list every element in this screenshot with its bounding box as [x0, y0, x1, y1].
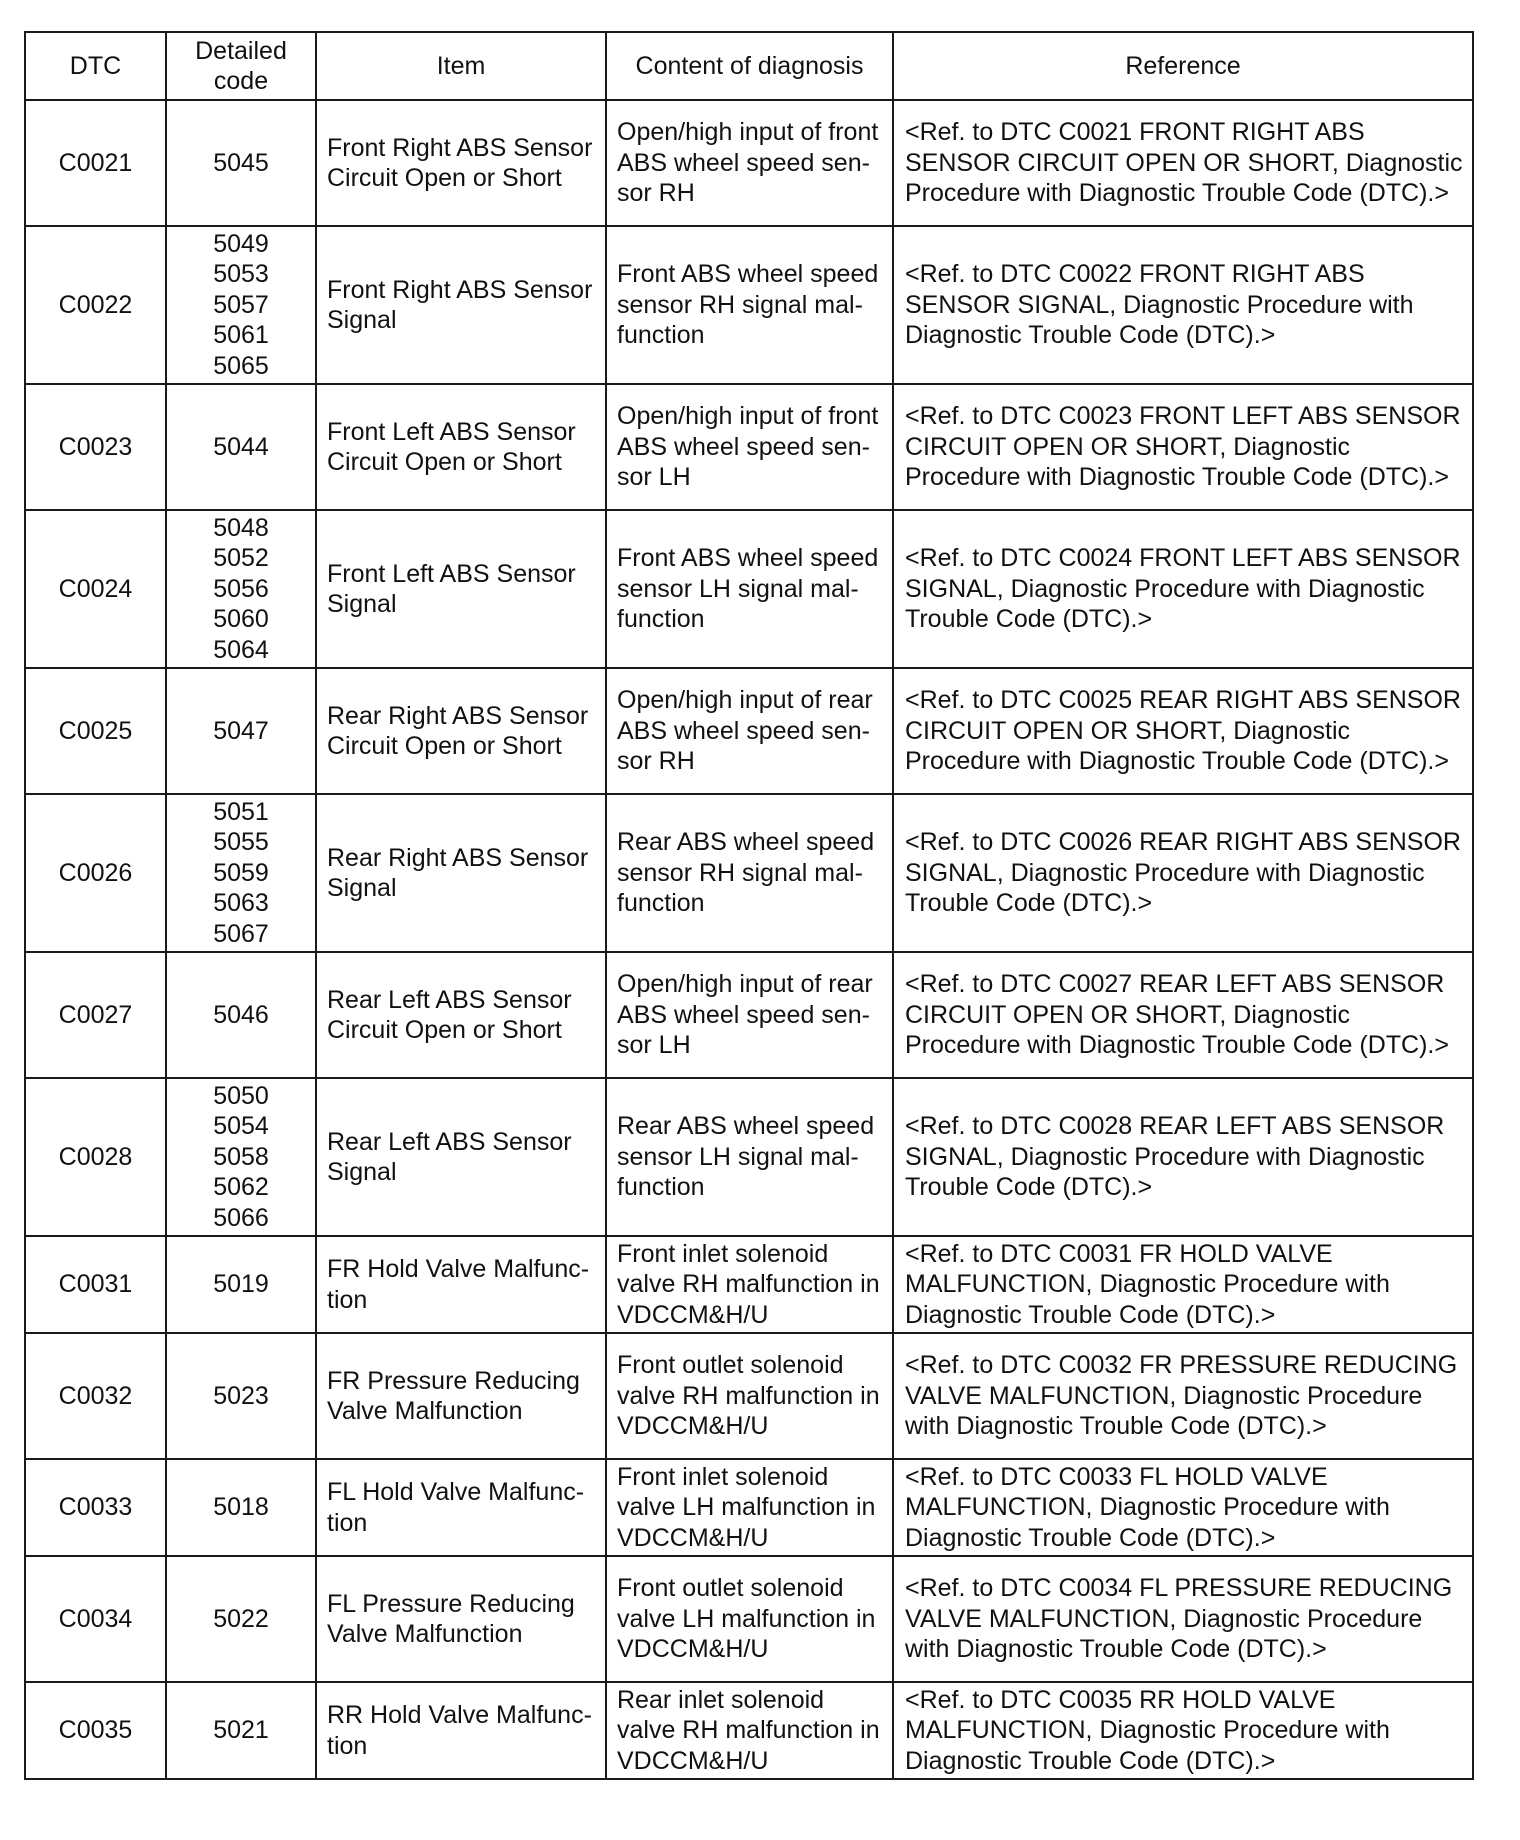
dtc-cell: C0028 [25, 1078, 166, 1236]
table-row [25, 794, 1473, 952]
reference-cell: <Ref. to DTC C0034 FL PRESSURE REDUCING VALVE MALFUNCTION, Diagnostic Procedure with Diagnostic Trouble Code (DTC).> [893, 1556, 1473, 1682]
detailed-code: 5023 [213, 1381, 269, 1410]
content-cell: Front outlet solenoid valve LH malfunction in VDCCM&H/U [606, 1556, 893, 1682]
detailed-code: 5067 [213, 919, 269, 948]
content-cell: Rear ABS wheel speed sensor RH signal mal-function [606, 794, 893, 952]
header-row [25, 32, 1473, 100]
table-row [25, 1078, 1473, 1236]
item-cell: FL Hold Valve Malfunc-tion [316, 1459, 606, 1556]
content-cell: Front ABS wheel speed sensor LH signal mal-function [606, 510, 893, 668]
detailed-code: 5059 [213, 858, 269, 887]
header-detailed-code: Detailed code [166, 32, 316, 100]
detailed-code: 5062 [213, 1173, 269, 1202]
table-row [25, 1236, 1473, 1333]
reference-cell: <Ref. to DTC C0026 REAR RIGHT ABS SENSOR SIGNAL, Diagnostic Procedure with Diagnostic Trouble Code (DTC).> [893, 794, 1473, 952]
detailed-code: 5060 [213, 605, 269, 634]
content-cell: Front outlet solenoid valve RH malfunction in VDCCM&H/U [606, 1333, 893, 1459]
detailed-code: 5057 [213, 290, 269, 319]
reference-cell: <Ref. to DTC C0035 RR HOLD VALVE MALFUNCTION, Diagnostic Procedure with Diagnostic Trouble Code (DTC).> [893, 1682, 1473, 1779]
detailed-code-cell [166, 384, 316, 510]
detailed-code: 5021 [213, 1716, 269, 1745]
item-cell: Front Left ABS Sensor Signal [316, 510, 606, 668]
item-cell: Rear Left ABS Sensor Signal [316, 1078, 606, 1236]
dtc-cell: C0021 [25, 100, 166, 226]
content-cell: Front ABS wheel speed sensor RH signal mal-function [606, 226, 893, 384]
detailed-code: 5044 [213, 432, 269, 461]
detailed-code: 5049 [213, 229, 269, 258]
dtc-cell: C0032 [25, 1333, 166, 1459]
table-row [25, 226, 1473, 384]
item-cell: Rear Right ABS Sensor Signal [316, 794, 606, 952]
content-cell: Open/high input of rear ABS wheel speed sen-sor RH [606, 668, 893, 794]
detailed-code: 5066 [213, 1203, 269, 1232]
detailed-code-cell [166, 510, 316, 668]
table-row [25, 668, 1473, 794]
detailed-code-cell [166, 1333, 316, 1459]
header-reference: Reference [893, 32, 1473, 100]
detailed-code-cell [166, 1236, 316, 1333]
item-cell: Front Right ABS Sensor Signal [316, 226, 606, 384]
detailed-code-cell [166, 1078, 316, 1236]
table-row [25, 510, 1473, 668]
detailed-code: 5051 [213, 797, 269, 826]
detailed-code: 5022 [213, 1604, 269, 1633]
detailed-code: 5050 [213, 1081, 269, 1110]
detailed-code-cell [166, 1556, 316, 1682]
reference-cell: <Ref. to DTC C0024 FRONT LEFT ABS SENSOR SIGNAL, Diagnostic Procedure with Diagnostic Trouble Code (DTC).> [893, 510, 1473, 668]
detailed-code: 5061 [213, 321, 269, 350]
detailed-code: 5046 [213, 1000, 269, 1029]
detailed-code-cell [166, 226, 316, 384]
dtc-cell: C0035 [25, 1682, 166, 1779]
detailed-code: 5064 [213, 635, 269, 664]
dtc-cell: C0031 [25, 1236, 166, 1333]
header-item: Item [316, 32, 606, 100]
header-content: Content of diagnosis [606, 32, 893, 100]
table-row [25, 100, 1473, 226]
detailed-code: 5055 [213, 828, 269, 857]
dtc-cell: C0034 [25, 1556, 166, 1682]
dtc-cell: C0027 [25, 952, 166, 1078]
detailed-code: 5058 [213, 1142, 269, 1171]
detailed-code-cell [166, 794, 316, 952]
table-row [25, 384, 1473, 510]
detailed-code: 5056 [213, 574, 269, 603]
detailed-code: 5053 [213, 260, 269, 289]
dtc-cell: C0024 [25, 510, 166, 668]
table-row [25, 1459, 1473, 1556]
detailed-code: 5047 [213, 716, 269, 745]
dtc-cell: C0022 [25, 226, 166, 384]
detailed-code-cell [166, 668, 316, 794]
dtc-cell: C0025 [25, 668, 166, 794]
detailed-code-cell [166, 100, 316, 226]
table-row [25, 1333, 1473, 1459]
content-cell: Open/high input of front ABS wheel speed sen-sor LH [606, 384, 893, 510]
reference-cell: <Ref. to DTC C0033 FL HOLD VALVE MALFUNCTION, Diagnostic Procedure with Diagnostic Trouble Code (DTC).> [893, 1459, 1473, 1556]
dtc-cell: C0033 [25, 1459, 166, 1556]
reference-cell: <Ref. to DTC C0022 FRONT RIGHT ABS SENSOR SIGNAL, Diagnostic Procedure with Diagnostic Trouble Code (DTC).> [893, 226, 1473, 384]
detailed-code: 5054 [213, 1112, 269, 1141]
content-cell: Rear ABS wheel speed sensor LH signal mal-function [606, 1078, 893, 1236]
item-cell: Front Right ABS Sensor Circuit Open or Short [316, 100, 606, 226]
reference-cell: <Ref. to DTC C0025 REAR RIGHT ABS SENSOR CIRCUIT OPEN OR SHORT, Diagnostic Procedure with Diagnostic Trouble Code (DTC).> [893, 668, 1473, 794]
item-cell: Rear Left ABS Sensor Circuit Open or Short [316, 952, 606, 1078]
detailed-code-cell [166, 1459, 316, 1556]
reference-cell: <Ref. to DTC C0023 FRONT LEFT ABS SENSOR CIRCUIT OPEN OR SHORT, Diagnostic Procedure with Diagnostic Trouble Code (DTC).> [893, 384, 1473, 510]
item-cell: Front Left ABS Sensor Circuit Open or Short [316, 384, 606, 510]
item-cell: Rear Right ABS Sensor Circuit Open or Short [316, 668, 606, 794]
reference-cell: <Ref. to DTC C0032 FR PRESSURE REDUCING VALVE MALFUNCTION, Diagnostic Procedure with Diagnostic Trouble Code (DTC).> [893, 1333, 1473, 1459]
table-row [25, 1556, 1473, 1682]
reference-cell: <Ref. to DTC C0021 FRONT RIGHT ABS SENSOR CIRCUIT OPEN OR SHORT, Diagnostic Procedure with Diagnostic Trouble Code (DTC).> [893, 100, 1473, 226]
item-cell: FL Pressure Reducing Valve Malfunction [316, 1556, 606, 1682]
table-row [25, 1682, 1473, 1779]
content-cell: Open/high input of rear ABS wheel speed sen-sor LH [606, 952, 893, 1078]
item-cell: RR Hold Valve Malfunc-tion [316, 1682, 606, 1779]
detailed-code: 5045 [213, 148, 269, 177]
detailed-code: 5048 [213, 513, 269, 542]
detailed-code-cell [166, 952, 316, 1078]
detailed-code: 5065 [213, 351, 269, 380]
reference-cell: <Ref. to DTC C0027 REAR LEFT ABS SENSOR CIRCUIT OPEN OR SHORT, Diagnostic Procedure with Diagnostic Trouble Code (DTC).> [893, 952, 1473, 1078]
reference-cell: <Ref. to DTC C0028 REAR LEFT ABS SENSOR SIGNAL, Diagnostic Procedure with Diagnostic Trouble Code (DTC).> [893, 1078, 1473, 1236]
content-cell: Front inlet solenoid valve RH malfunction in VDCCM&H/U [606, 1236, 893, 1333]
dtc-cell: C0026 [25, 794, 166, 952]
detailed-code: 5052 [213, 544, 269, 573]
item-cell: FR Pressure Reducing Valve Malfunction [316, 1333, 606, 1459]
detailed-code-cell [166, 1682, 316, 1779]
dtc-table [24, 31, 1474, 1780]
content-cell: Rear inlet solenoid valve RH malfunction in VDCCM&H/U [606, 1682, 893, 1779]
detailed-code: 5018 [213, 1493, 269, 1522]
dtc-cell: C0023 [25, 384, 166, 510]
content-cell: Front inlet solenoid valve LH malfunction in VDCCM&H/U [606, 1459, 893, 1556]
content-cell: Open/high input of front ABS wheel speed sen-sor RH [606, 100, 893, 226]
detailed-code: 5063 [213, 889, 269, 918]
table-row [25, 952, 1473, 1078]
reference-cell: <Ref. to DTC C0031 FR HOLD VALVE MALFUNCTION, Diagnostic Procedure with Diagnostic Trouble Code (DTC).> [893, 1236, 1473, 1333]
header-dtc: DTC [25, 32, 166, 100]
item-cell: FR Hold Valve Malfunc-tion [316, 1236, 606, 1333]
detailed-code: 5019 [213, 1270, 269, 1299]
